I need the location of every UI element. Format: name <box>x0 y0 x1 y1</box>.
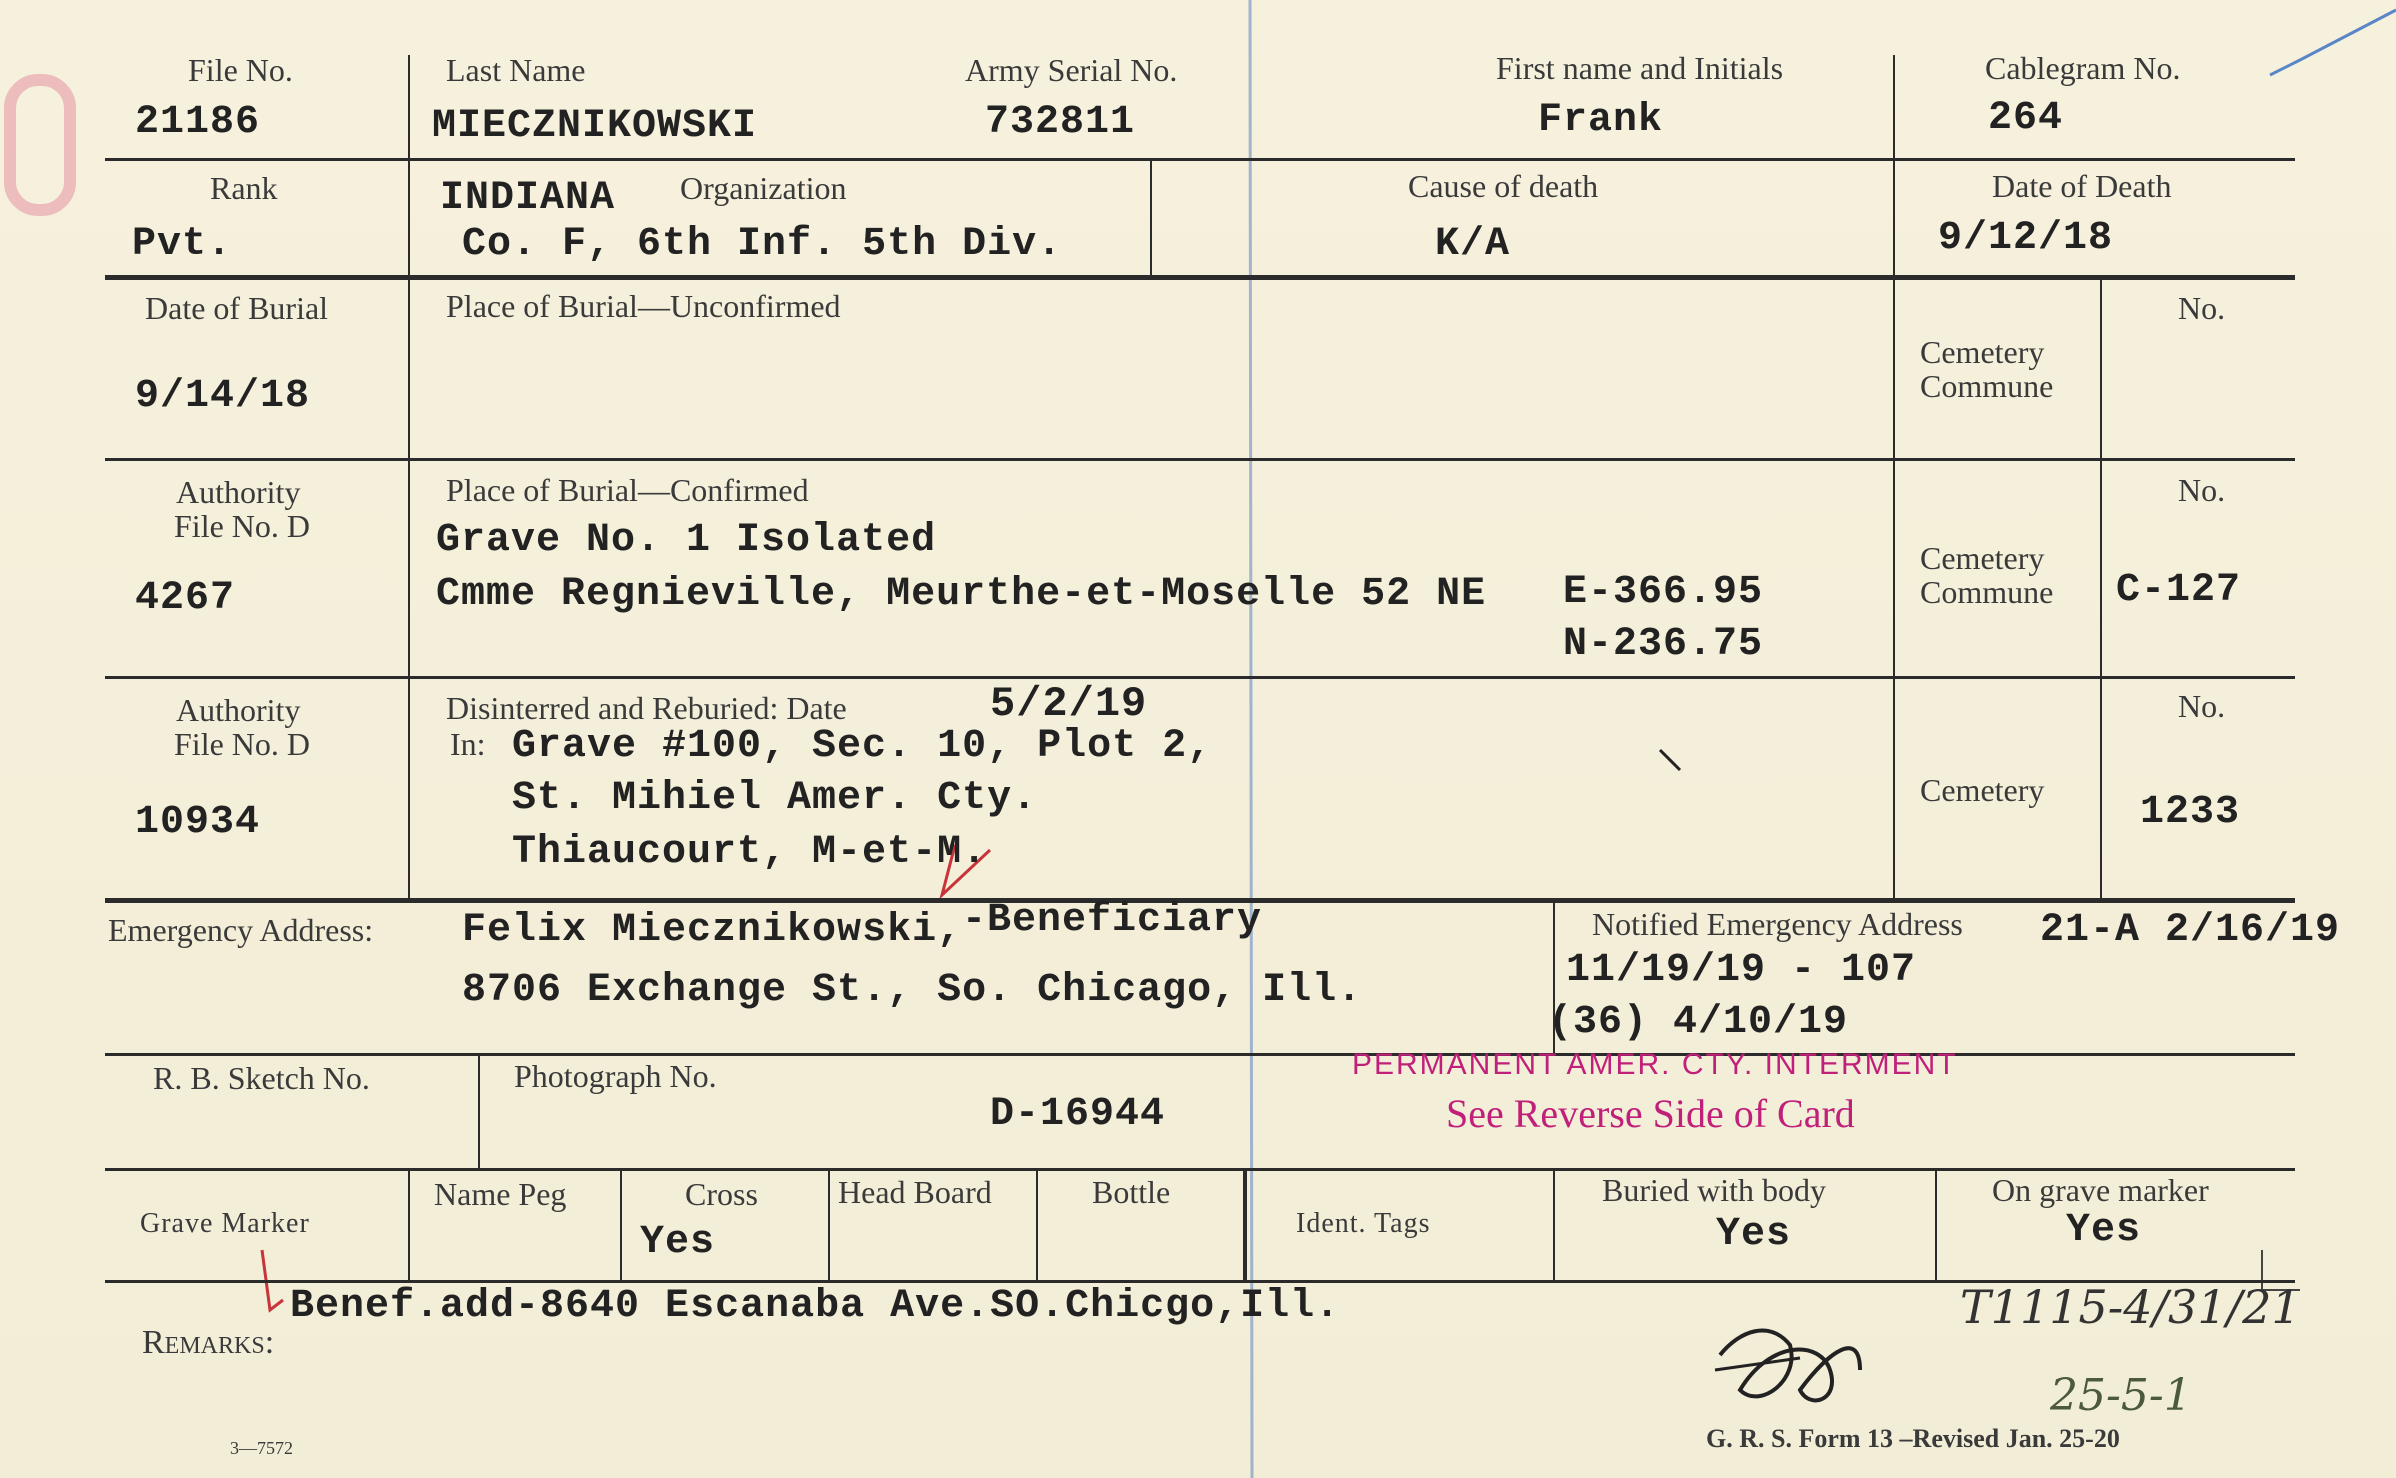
no-label: No. <box>2178 688 2226 724</box>
notified-label: Notified Emergency Address <box>1592 906 1963 942</box>
notified-line3: (36) 4/10/19 <box>1548 1000 1849 1045</box>
stamp-line1: PERMANENT AMER. CTY. INTERMENT <box>1352 1048 1958 1081</box>
authority-label: Authority <box>176 474 301 510</box>
serial-no-value: 732811 <box>985 100 1136 145</box>
emergency-line2: 8706 Exchange St., So. Chicago, Ill. <box>462 968 1363 1013</box>
head-board-label: Head Board <box>838 1174 992 1210</box>
cemetery-label: Cemetery <box>1920 772 2045 808</box>
ident-tags-label: Ident. Tags <box>1296 1208 1431 1239</box>
date-of-burial-label: Date of Burial <box>145 290 329 326</box>
file-no-d-label: File No. D <box>174 726 310 762</box>
coordinate-e: E-366.95 <box>1563 570 1764 615</box>
disinterred-date: 5/2/19 <box>990 680 1148 728</box>
remarks-label: Remarks: <box>142 1324 275 1361</box>
in-label: In: <box>450 726 486 762</box>
on-grave-marker-label: On grave marker <box>1992 1172 2209 1208</box>
organization-value: Co. F, 6th Inf. 5th Div. <box>462 222 1063 267</box>
handwritten-note2: 25-5-1 <box>2050 1370 2192 1421</box>
rank-label: Rank <box>210 170 278 206</box>
place-confirmed-line2: Cmme Regnieville, Meurthe-et-Moselle 52 NE <box>436 572 1487 617</box>
commune-label: Commune <box>1920 574 2054 610</box>
cemetery-label: Cemetery <box>1920 540 2045 576</box>
notified-value: 21-A 2/16/19 <box>2040 908 2341 953</box>
bottle-label: Bottle <box>1092 1174 1171 1210</box>
cross-label: Cross <box>685 1176 758 1212</box>
photograph-label: Photograph No. <box>514 1058 717 1094</box>
no-label: No. <box>2178 290 2226 326</box>
cemetery-no-value: 1233 <box>2140 790 2241 835</box>
first-name-label: First name and Initials <box>1496 50 1784 86</box>
commune-label: Commune <box>1920 368 2054 404</box>
reburied-line1: Grave #100, Sec. 10, Plot 2, <box>512 724 1213 769</box>
serial-no-label: Army Serial No. <box>965 52 1178 88</box>
form-number: 3—7572 <box>230 1438 293 1458</box>
cablegram-label: Cablegram No. <box>1985 50 2181 86</box>
cemetery-label: Cemetery <box>1920 334 2045 370</box>
last-name-label: Last Name <box>446 52 586 88</box>
place-confirmed-line1: Grave No. 1 Isolated <box>436 518 937 563</box>
disinterred-label: Disinterred and Reburied: Date <box>446 690 847 726</box>
organization-label: Organization <box>680 170 847 206</box>
coordinate-n: N-236.75 <box>1563 622 1764 667</box>
notified-line2: 11/19/19 - 107 <box>1566 948 1917 993</box>
place-unconfirmed-label: Place of Burial—Unconfirmed <box>446 288 841 324</box>
file-no-value: 21186 <box>135 100 261 145</box>
date-of-death-label: Date of Death <box>1992 168 2172 204</box>
on-grave-marker-value: Yes <box>2066 1208 2142 1253</box>
handwritten-note: T1115-4/31/21 <box>1960 1280 2301 1334</box>
rank-value: Pvt. <box>132 222 233 267</box>
first-name-value: Frank <box>1538 98 1664 143</box>
name-peg-label: Name Peg <box>434 1176 567 1212</box>
cross-value: Yes <box>640 1220 716 1265</box>
cause-of-death-label: Cause of death <box>1408 168 1599 204</box>
last-name-value: MIECZNIKOWSKI <box>432 104 758 149</box>
no-label: No. <box>2178 472 2226 508</box>
place-confirmed-label: Place of Burial—Confirmed <box>446 472 809 508</box>
buried-with-body-label: Buried with body <box>1602 1172 1826 1208</box>
grave-marker-label: Grave Marker <box>140 1208 310 1239</box>
stamp-line2: See Reverse Side of Card <box>1446 1091 1855 1136</box>
reburied-line2: St. Mihiel Amer. Cty. <box>512 776 1038 821</box>
file-no-d-label: File No. D <box>174 508 310 544</box>
form-name: G. R. S. Form 13 –Revised Jan. 25-20 <box>1706 1424 2120 1453</box>
authority-no-value: 4267 <box>135 576 236 621</box>
cemetery-no-value: C-127 <box>2116 568 2242 613</box>
authority-label: Authority <box>176 692 301 728</box>
rb-sketch-label: R. B. Sketch No. <box>153 1060 370 1096</box>
file-no-label: File No. <box>188 52 293 88</box>
remarks-text: Benef.add-8640 Escanaba Ave.SO.Chicgo,Ill. <box>290 1284 1341 1329</box>
photograph-value: D-16944 <box>990 1092 1166 1137</box>
date-of-burial-value: 9/14/18 <box>135 374 311 419</box>
emergency-line1: Felix Miecznikowski, <box>462 908 963 953</box>
beneficiary-label: -Beneficiary <box>962 898 1263 943</box>
reburied-line3: Thiaucourt, M-et-M. <box>512 830 988 875</box>
state-value: INDIANA <box>440 176 616 221</box>
cablegram-value: 264 <box>1988 96 2064 141</box>
pink-mark-icon <box>10 80 70 210</box>
emergency-address-label: Emergency Address: <box>108 912 374 948</box>
authority-no-value: 10934 <box>135 800 261 845</box>
date-of-death-value: 9/12/18 <box>1938 216 2114 261</box>
cause-of-death-value: K/A <box>1435 222 1511 267</box>
buried-with-body-value: Yes <box>1716 1212 1792 1257</box>
